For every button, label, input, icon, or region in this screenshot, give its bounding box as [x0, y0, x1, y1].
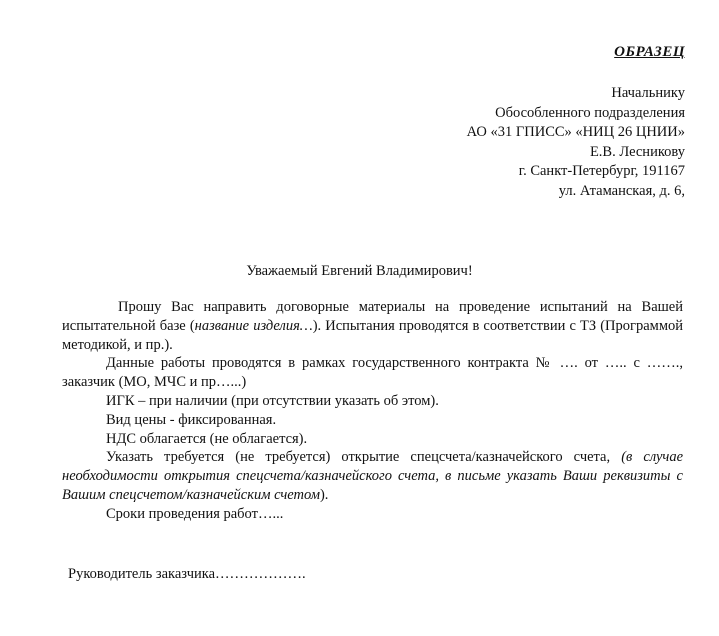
- paragraph-text: Прошу Вас направить договорные материалы на проведение испытаний на Вашей испытательной базе (: [62, 299, 683, 334]
- sample-label: ОБРАЗЕЦ: [614, 44, 685, 60]
- paragraph-text: ).: [319, 486, 329, 503]
- addressee-line: Е.В. Лесникову: [589, 143, 685, 160]
- paragraph-text: Указать требуется (не требуется) открытие спецсчета/казначейского счета,: [106, 449, 622, 466]
- paragraph-price-type: Вид цены - фиксированная.: [106, 411, 277, 428]
- addressee-line: Начальнику: [611, 85, 685, 101]
- addressee-line: АО «31 ГПИСС» «НИЦ 26 ЦНИИ»: [466, 124, 685, 140]
- paragraph-special-account: [62, 448, 683, 504]
- paragraph-italic: (в случае необходимости открытия спецсчета/казначейского счета, в письме указать Ваши реквизиты с Вашим спецсчетом/казначейским счетом: [62, 449, 684, 503]
- paragraph-igk: ИГК – при наличии (при отсутствии указать об этом).: [106, 392, 439, 409]
- signature-line: Руководитель заказчика……………….: [68, 566, 306, 582]
- paragraph-text: ). Испытания проводятся в соответствии с ТЗ (Программой методикой, и пр.).: [62, 317, 684, 353]
- paragraph-vat: НДС облагается (не облагается).: [106, 430, 308, 447]
- addressee-block: [467, 84, 685, 201]
- addressee-line: Обособленного подразделения: [495, 104, 685, 121]
- paragraph-contract: Данные работы проводятся в рамках государственного контракта № …. от ….. с ……., заказчик (МО, МЧС и пр…...): [62, 355, 683, 391]
- letter-body: [62, 298, 683, 524]
- greeting: Уважаемый Евгений Владимирович!: [246, 263, 473, 279]
- paragraph-request: [62, 298, 683, 354]
- paragraph-italic: название изделия…: [194, 317, 313, 334]
- addressee-line: г. Санкт-Петербург, 191167: [518, 163, 685, 179]
- addressee-line: ул. Атаманская, д. 6,: [558, 182, 685, 199]
- paragraph-deadlines: Сроки проведения работ…...: [106, 505, 284, 522]
